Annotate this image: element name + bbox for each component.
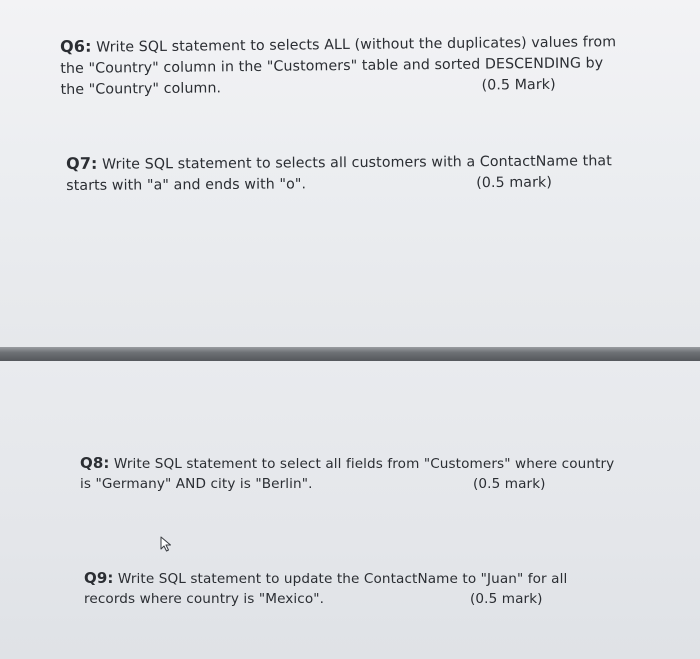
question-q6 [60,30,617,101]
question-text: the "Country" column in the "Customers" table and sorted DESCENDING by [60,55,604,77]
question-text: Write SQL statement to select all fields from "Customers" where country [113,456,615,472]
document-page-bottom [0,361,700,659]
question-text: Write SQL statement to update the ContactName to "Juan" for all [117,571,568,587]
question-number: Q9: [84,569,114,587]
question-number: Q7: [66,153,98,173]
question-number: Q8: [80,454,110,472]
question-text: the "Country" column. [60,80,222,98]
question-number: Q6: [60,36,92,56]
question-text: Write SQL statement to selects ALL (without the duplicates) values from [96,34,617,56]
mark-label: (0.5 mark) [473,476,546,492]
question-q8 [80,453,614,494]
mouse-pointer-icon [160,536,174,552]
mark-label: (0.5 mark) [470,591,543,607]
question-line [66,172,612,197]
question-q9 [84,568,567,609]
question-line [80,474,614,494]
question-text: Write SQL statement to selects all customers with a ContactName that [102,153,612,173]
question-line [84,589,567,609]
page-divider [0,347,700,361]
question-q7 [66,149,612,197]
mark-label: (0.5 Mark) [481,76,556,94]
question-line [84,568,567,589]
question-text: starts with "a" and ends with "o". [66,176,307,194]
question-text: is "Germany" AND city is "Berlin". [80,476,313,492]
question-line [80,453,614,474]
question-text: records where country is "Mexico". [84,591,325,607]
mark-label: (0.5 mark) [476,174,552,192]
